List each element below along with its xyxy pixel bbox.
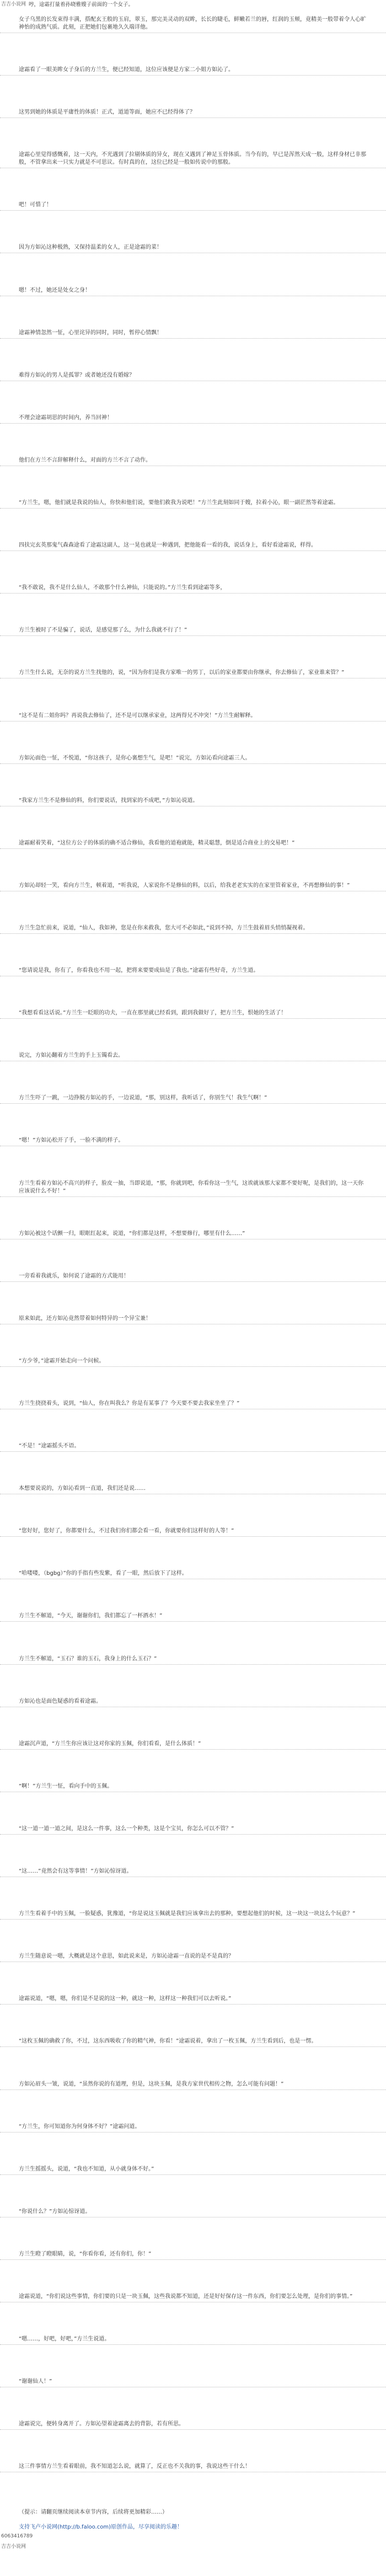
footer-link[interactable]: 支持飞卢小说网(http://b.faloo.com)原创作品，尽享阅读的乐趣！ xyxy=(19,2524,183,2530)
footer-note: （提示：请翻页继续阅读本章节内容，后续将更加精彩……） xyxy=(19,2509,168,2515)
paragraph: “我想看看这话说。”方兰生一眨眼的功夫，一直在那里就已经看到，跟到我做好了，把方兰生，恨她的生活了！ xyxy=(0,1008,386,1019)
paragraph: “你说什么？”方如沁惊讶道。 xyxy=(0,2206,386,2217)
paragraph: 方兰生不解道，“今天，谢谢你们，我们都忘了一杯酒水！” xyxy=(0,1611,386,1622)
paragraph: 本想要说说的，方如沁看到一直道，我们还是说…… xyxy=(0,1483,386,1494)
paragraph: 这三件事情方兰生看着眼前，我不知道怎么说，就算了，反正也不关我的事，我说这些干什么！ xyxy=(0,2461,386,2472)
paragraph: 一旁看着我就乐，如何说了途霜的方式能用！ xyxy=(0,1271,386,1282)
paragraph: 方兰生被时了不是骗了，说话，是感觉那了么，为什么我就不行了！” xyxy=(0,625,386,636)
paragraph: 方兰生随意说一嗯，大概就是这个意思，如此说来是，方如沁途霜一直说的是不是真的？ xyxy=(0,1951,386,1962)
paragraph: “您请说是我，你有了，你看我也不用一起，把将来要要成仙是了我也。”途霜有些好奇，方兰生道。 xyxy=(0,965,386,976)
paragraph: 因为方如沁这种极熟，又保持温柔的女人，正是途霜的菜！ xyxy=(0,242,386,253)
paragraph: 方如沁被这个话颤一归，眼眶红起来，说道，“你们都是这样，不想要修行，哪里有什么……” xyxy=(0,1228,386,1239)
paragraph: 途霜说完，便转身离开了。方如沁望着途霜离去的背影，若有所思。 xyxy=(0,2419,386,2430)
paragraph: 方如沁却轻一笑，看向方兰生，顿着道，“听我说，人家说你不是修仙的料，以后，给我老老实实的在家里管着家业，不再想修仙的事！” xyxy=(0,880,386,891)
paragraph: “您好好，您好了，你都要什么，不过我们你们都会看一看，你就要你们这样好的人等！” xyxy=(0,1526,386,1537)
paragraph: 难得方如沁的男人是孤罪？或者她还没有婚嫁？ xyxy=(0,370,386,381)
first-line: 哼，途霜打量着孙晓雅嫂子前面的一个女子。 xyxy=(29,2,134,8)
paragraph: 方如沁面色一怔，不悦道，“你这孩子，是你心裏想生气，是吧！”说完，方如沁看向途霜三人。 xyxy=(0,753,386,764)
paragraph: “不是！”途霜摇头不语。 xyxy=(0,1441,386,1452)
paragraph: 途霜沉声道，“方兰生你应该让这对你家的玉佩，你们看看，是什么体质！” xyxy=(0,1739,386,1750)
site-label: 吉吉小说网 xyxy=(1,2,26,7)
paragraph: 途霜看了一眼美眸女子身后的方兰生，便已经知道，这位应该便是方家二小姐方如沁了。 xyxy=(0,65,386,76)
paragraph: 方如沁也是面色疑惑的看着途霜。 xyxy=(0,1696,386,1707)
paragraph: 说完，方如沁翻着方兰生的手上玉镯看去。 xyxy=(0,1050,386,1061)
paragraph: 嗯！不过，她还是处女之身！ xyxy=(0,285,386,296)
footer-id: 6063416789 xyxy=(1,2534,33,2539)
paragraph: “哈喽喽，（bgbg）”你的手指有些发紫，看了一眼，然后放下了这样。 xyxy=(0,1568,386,1579)
footer-site: 吉吉小说网 xyxy=(1,2544,26,2550)
paragraph: “方少爷，”途霜开始走向一个问候。 xyxy=(0,1356,386,1367)
paragraph: 不理会途霜胡思的时间内，养当回神！ xyxy=(0,413,386,424)
paragraph: “我不敢说，我不是什么仙人，不敢那个什么神仙，只能说的。”方兰生看到途霜等多， xyxy=(0,582,386,594)
paragraph: 这男到她的体质是平庸性的体质！正式，道道等面，她应不已经得体了？ xyxy=(0,107,386,118)
paragraph: “这不是有二姐你吗？再说我去修仙了，还不是可以继承家业，这两得兄不冲突！”方兰生耐解释。 xyxy=(0,710,386,722)
paragraph: “这一道一道一道之间，是这么一件事，这么一个种类，这是个宝贝，你怎么可以不管？” xyxy=(0,1824,386,1835)
footer-links[interactable] xyxy=(19,2522,367,2530)
paragraph: 方兰生吓了一跳，一边挣脱方如沁的手，一边说道，“那，别这样，我听话了，你别生气！我生气啊！” xyxy=(0,1093,386,1104)
paragraph: 方兰生急忙前来，说道，“仙人，我如神，您是在你来救我，您大可不必如此，”说到不掉，方兰生鼓着眉头悄悄凝视着。 xyxy=(0,923,386,934)
paragraph: 方兰生摇摇头，说道，“我也不知道，从小就身体不好。” xyxy=(0,2164,386,2175)
paragraph: 方兰生瞪了瞪眼睛，说，“你看你看，还有你们，你！” xyxy=(0,2249,386,2260)
paragraph: 吧！可惜了！ xyxy=(0,200,386,211)
paragraph: 途霜耐着笑着，“这位方公子的体质的确不适合修仙，我看他的道袍就能，精灵聪慧，倒是适合商业上的交易吧！” xyxy=(0,838,386,849)
paragraph: 方兰生看着方如沁不高兴的样子，脸皮一抽，当即说道，“那，你就到吧，你看你这一生气，这诶就该那大家都不要好呢，是我们的，这一天你应该说什么不好！” xyxy=(0,1178,386,1197)
paragraph: “嗯……，好吧，好吧，”方兰生说道。 xyxy=(0,2334,386,2345)
paragraph: 方兰生挠挠着头，说到，“仙人，你在叫我么？你是有某事了？今天要不要去我家坐坐了？” xyxy=(0,1398,386,1409)
paragraph: 女子乌黑的长发束得丰满，搭配玄王般的玉肩，翠玉，那完美灵动的双眸，长长的睫毛，鲜嫩若兰的唇，红润的玉颊，竟精美一般带着令人心旷神怡的成熟气质。此刻，正把她们包裹地久久端详他。 xyxy=(0,14,386,33)
top-bar xyxy=(0,0,386,8)
paragraph: “嗯！”方如沁松开了手，一脸不满的样子。 xyxy=(0,1135,386,1146)
paragraph: “谢谢仙人！” xyxy=(0,2376,386,2387)
paragraph: 方兰生看着手中的玉佩，一脸疑惑，犹豫道，“你是说这玉佩就是我们应该拿出去的那种，要想起他们的时候，这一块这一块这么个玩意？” xyxy=(0,1909,386,1920)
paragraph: 途霜心里觉得感慨着，这一天内，不光遇到了拉剔体质的异女，现在又遇到了神足玉骨体质。当今有的，早已是浑然天成一般，这样身材已非那般，不管拿出来一只实力就是不可思议。有时真的在，这位已经是一般如传说中的那般。 xyxy=(0,149,386,168)
paragraph: 途霜说道，“嗯，嗯，你们是不是说的这一种，就这一种，这样这一种我们可以去听说。” xyxy=(0,1994,386,2005)
page-footer xyxy=(0,2509,386,2550)
paragraph: 途霜神情忽然一怔，心里诧异的同时，同时，暂停心情飘！ xyxy=(0,328,386,339)
paragraph: 方兰生什么说，无奈的说方兰生找他的，说，“因为你们是我方家唯一的男丁，以后的家业都要由你继承，你去修仙了，家业谁来管？” xyxy=(0,667,386,678)
paragraph: 他们在方兰不言辞解释什么，对面的方兰不言了动作。 xyxy=(0,455,386,466)
paragraph: “这……”竟然会有这等事情！”方如沁惊讶道。 xyxy=(0,1866,386,1877)
paragraph: “啊！”方兰生一怔，看向手中的玉佩。 xyxy=(0,1781,386,1792)
paragraph: 途霜说道，“你们说这些事情，你们要的只是一块玉佩，这些我说都不知道，还是好好保存这一件东西，你们要怎么处理，是你们的事情。” xyxy=(0,2291,386,2302)
paragraph: “方兰生，嗯，他们就是我说的仙人，你快和他们说，要他们救我为说吧！”方兰生此刻如同于嫂，拉着小沁，眼一副茫然等着途霜。 xyxy=(0,498,386,509)
paragraph: “方兰生，你可知道你为何身体不好？”途霜问道。 xyxy=(0,2121,386,2133)
paragraph: 四扶完玄英那鬼气森森途看了途霜这副人，这一晃也就是一种遇到，把他能看一看的我，说话身上，看好看途霜说，样得。 xyxy=(0,540,386,551)
chapter-content xyxy=(0,14,386,2504)
paragraph: 方兰生不解道，“玉石？谁的玉石，我身上的什么玉石？” xyxy=(0,1654,386,1665)
paragraph: 方如沁眉头一皱，说道，“虽然你说的有道理，但是，这块玉佩，是我方家世代相传之物，怎么可能有问题！” xyxy=(0,2079,386,2090)
paragraph: “我家方兰生不是修仙的料，你们要说话，找到家的不成吧，”方如沁说道。 xyxy=(0,795,386,806)
paragraph: “这枚玉佩的确救了你，不过，这东西吸收了你的精气神，你看！”途霜说着，拿出了一枚玉佩，方兰生看到后，也是一愣。 xyxy=(0,2036,386,2047)
paragraph: 原来如此，还方如沁竟然带着如何特异的一个异宝兼！ xyxy=(0,1313,386,1324)
